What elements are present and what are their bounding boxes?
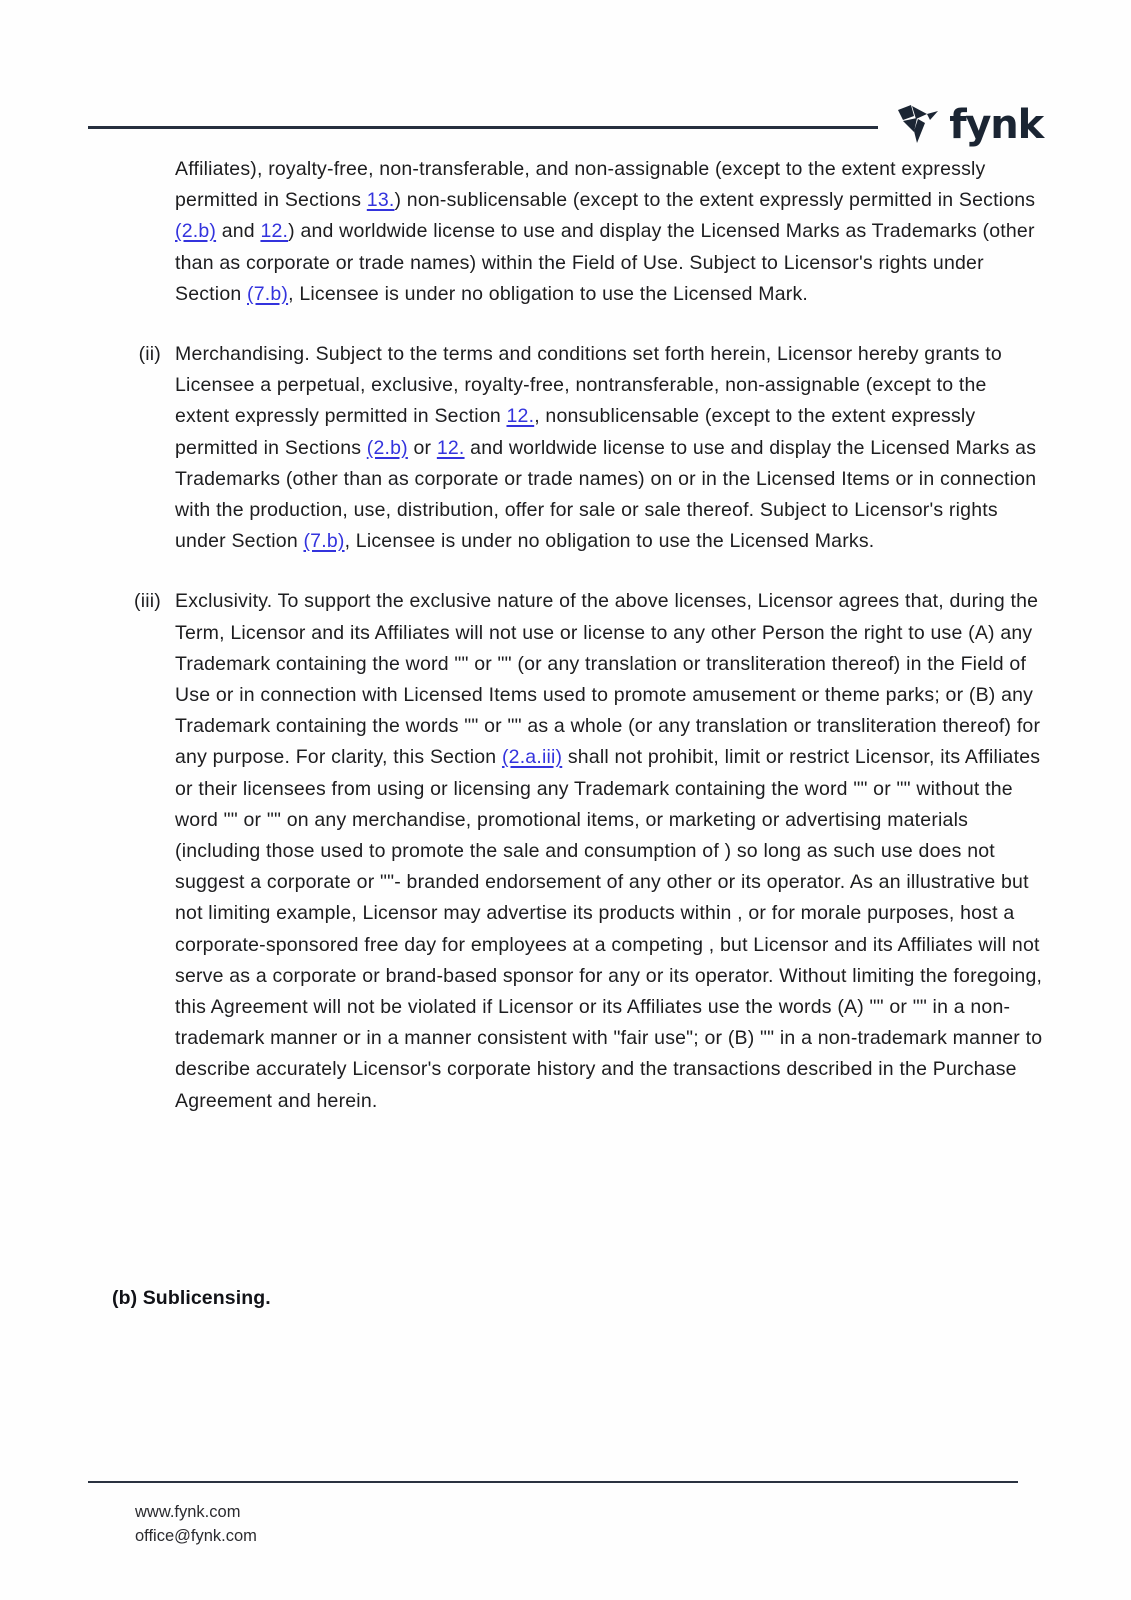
section-link-7b[interactable]: (7.b) <box>303 530 345 553</box>
list-item-ii <box>88 339 1055 557</box>
footer-website: www.fynk.com <box>135 1503 241 1521</box>
list-marker-ii: (ii) <box>138 343 161 366</box>
list-item-iii <box>88 586 1055 1116</box>
list-marker-iii: (iii) <box>134 590 161 613</box>
fynk-logo <box>894 96 1043 152</box>
section-link-2b[interactable]: (2.b) <box>366 436 408 459</box>
footer-contact <box>88 1500 1043 1548</box>
fynk-origami-bird-logo-icon <box>894 103 940 145</box>
paragraph-text: Affiliates), royalty-free, non-transferable, and non-assignable (except to the extent expressly permitted in Sections 13.) non-sublicensable (except to the extent expressly permitted in Sections (2.b) and 12.) and worldwide license to use and display the Licensed Marks as Trademarks (other than as corporate or trade names) within the Field of Use. Subject to Licensor's rights under Section (7.b), Licensee is under no obligation to use the Licensed Mark. <box>175 158 1036 305</box>
paragraph-text: Merchandising. Subject to the terms and conditions set forth herein, Licensor hereby grants to Licensee a perpetual, exclusive, royalty-free, nontransferable, non-assignable (except to the extent expressly permitted in Section 12., nonsublicensable (except to the extent expressly permitted in Sections (2.b) or 12. and worldwide license to use and display the Licensed Marks as Trademarks (other than as corporate or trade names) on or in the Licensed Items or in connection with the production, use, distribution, offer for sale or sale thereof. Subject to Licensor's rights under Section (7.b), Licensee is under no obligation to use the Licensed Marks. <box>175 343 1037 553</box>
section-heading-b-sublicensing: (b) Sublicensing. <box>112 1287 271 1309</box>
document-body <box>88 154 1055 1117</box>
section-link-12[interactable]: 12. <box>436 436 465 459</box>
page-header <box>88 102 1043 156</box>
section-link-2aiii[interactable]: (2.a.iii) <box>501 746 563 769</box>
paragraph-text: Exclusivity. To support the exclusive nature of the above licenses, Licensor agrees that, during the Term, Licensor and its Affiliates will not use or license to any other Person the right to use (A) any Trademark containing the word "" or "" (or any translation or transliteration thereof) in the Field of Use or in connection with Licensed Items used to promote amusement or theme parks; or (B) any Trademark containing the words "" or "" as a whole (or any translation or transliteration thereof) for any purpose. For clarity, this Section (2.a.iii) shall not prohibit, limit or restrict Licensor, its Affiliates or their licensees from using or licensing any Trademark containing the word "" or "" without the word "" or "" on any merchandise, promotional items, or marketing or advertising materials (including those used to promote the sale and consumption of ) so long as such use does not suggest a corporate or ""- branded endorsement of any other or its operator. As an illustrative but not limiting example, Licensor may advertise its products within , or for morale purposes, host a corporate-sponsored free day for employees at a competing , but Licensor and its Affiliates will not serve as a corporate or brand-based sponsor for any or its operator. Without limiting the foregoing, this Agreement will not be violated if Licensor or its Affiliates use the words (A) "" or "" in a non-trademark manner or in a manner consistent with "fair use"; or (B) "" in a non-trademark manner to describe accurately Licensor's corporate history and the transactions described in the Purchase Agreement and herein. <box>175 590 1043 1112</box>
section-link-12[interactable]: 12. <box>260 220 289 243</box>
section-link-2b[interactable]: (2.b) <box>175 220 217 243</box>
fynk-wordmark: fynk <box>949 102 1043 148</box>
footer-divider <box>88 1481 1018 1483</box>
section-link-7b[interactable]: (7.b) <box>247 282 289 305</box>
footer-email: office@fynk.com <box>135 1527 257 1545</box>
paragraph-continuation <box>88 154 1055 310</box>
section-link-13[interactable]: 13. <box>366 189 395 212</box>
page-footer <box>88 1481 1043 1548</box>
section-link-12[interactable]: 12. <box>506 405 535 428</box>
header-divider <box>88 126 878 129</box>
